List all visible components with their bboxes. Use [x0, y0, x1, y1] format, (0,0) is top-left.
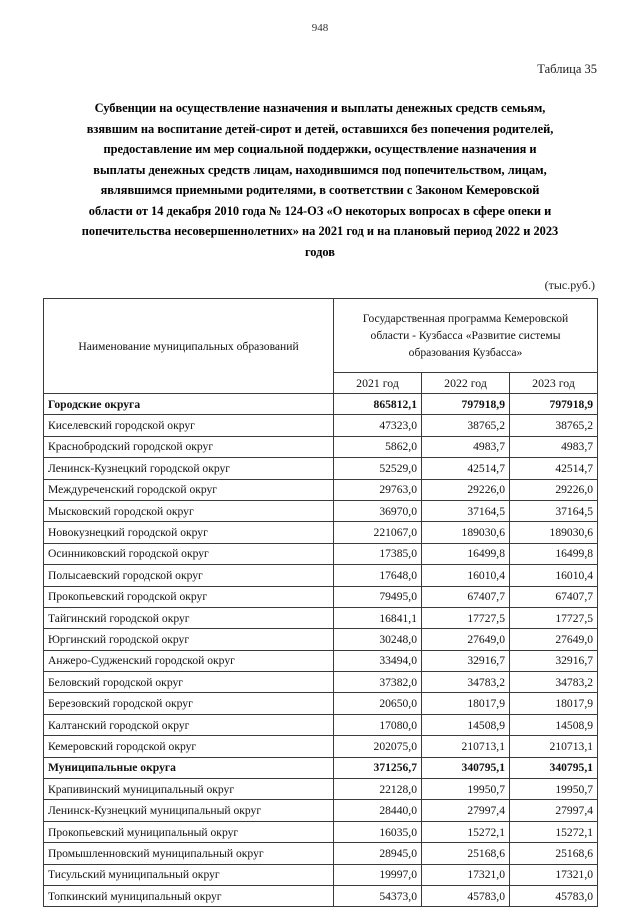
value-cell-2021: 16035,0	[334, 821, 422, 842]
value-cell-2022: 37164,5	[422, 500, 510, 521]
units-label: (тыс.руб.)	[544, 278, 595, 292]
table-row	[44, 436, 598, 457]
value-cell-2022: 15272,1	[422, 821, 510, 842]
value-cell-2023: 25168,6	[510, 843, 598, 864]
table-row	[44, 394, 598, 415]
municipality-name: Ленинск-Кузнецкий городской округ	[44, 458, 334, 479]
table-row	[44, 415, 598, 436]
header-year-2023: 2023 год	[510, 373, 598, 394]
municipality-name: Крапивинский муниципальный округ	[44, 779, 334, 800]
value-cell-2021: 47323,0	[334, 415, 422, 436]
municipality-name: Мысковский городской округ	[44, 500, 334, 521]
table-row	[44, 672, 598, 693]
table-row	[44, 586, 598, 607]
municipality-name: Калтанский городской округ	[44, 714, 334, 735]
value-cell-2022: 19950,7	[422, 779, 510, 800]
header-year-2021: 2021 год	[334, 373, 422, 394]
municipality-name: Междуреченский городской округ	[44, 479, 334, 500]
value-cell-2023: 17727,5	[510, 607, 598, 628]
value-cell-2023: 37164,5	[510, 500, 598, 521]
municipality-name: Тисульский муниципальный округ	[44, 864, 334, 885]
section-label: Муниципальные округа	[44, 757, 334, 778]
value-cell-2022: 17727,5	[422, 607, 510, 628]
value-cell-2022: 4983,7	[422, 436, 510, 457]
value-cell-2021: 28440,0	[334, 800, 422, 821]
value-cell-2021: 79495,0	[334, 586, 422, 607]
municipality-name: Прокопьевский муниципальный округ	[44, 821, 334, 842]
table-row	[44, 736, 598, 757]
table-header	[44, 299, 598, 394]
municipality-name: Юргинский городской округ	[44, 629, 334, 650]
value-cell-2021: 865812,1	[334, 394, 422, 415]
value-cell-2023: 340795,1	[510, 757, 598, 778]
value-cell-2022: 67407,7	[422, 586, 510, 607]
value-cell-2021: 371256,7	[334, 757, 422, 778]
value-cell-2022: 18017,9	[422, 693, 510, 714]
document-title-line: выплаты денежных средств лицам, находившимся под попечительством, лицам,	[93, 162, 547, 177]
value-cell-2021: 20650,0	[334, 693, 422, 714]
table-body	[44, 394, 598, 907]
municipality-name: Прокопьевский городской округ	[44, 586, 334, 607]
document-title-line: годов	[304, 244, 335, 259]
value-cell-2022: 34783,2	[422, 672, 510, 693]
value-cell-2023: 210713,1	[510, 736, 598, 757]
municipality-name: Березовский городской округ	[44, 693, 334, 714]
table-row	[44, 885, 598, 906]
table-label: Таблица 35	[537, 62, 597, 76]
table-row	[44, 714, 598, 735]
value-cell-2022: 32916,7	[422, 650, 510, 671]
value-cell-2021: 28945,0	[334, 843, 422, 864]
table-row	[44, 543, 598, 564]
value-cell-2022: 14508,9	[422, 714, 510, 735]
value-cell-2022: 25168,6	[422, 843, 510, 864]
value-cell-2023: 34783,2	[510, 672, 598, 693]
value-cell-2021: 16841,1	[334, 607, 422, 628]
value-cell-2023: 67407,7	[510, 586, 598, 607]
value-cell-2022: 16010,4	[422, 565, 510, 586]
value-cell-2021: 17080,0	[334, 714, 422, 735]
value-cell-2023: 189030,6	[510, 522, 598, 543]
header-program-line: области - Кузбасса «Развитие системы	[370, 329, 561, 342]
table-row	[44, 864, 598, 885]
table-row	[44, 500, 598, 521]
document-title-line: Субвенции на осуществление назначения и выплаты денежных средств семьям,	[94, 101, 546, 115]
value-cell-2021: 17385,0	[334, 543, 422, 564]
value-cell-2021: 19997,0	[334, 864, 422, 885]
value-cell-2023: 17321,0	[510, 864, 598, 885]
value-cell-2022: 45783,0	[422, 885, 510, 906]
document-title-line: взявшим на воспитание детей-сирот и детей, оставшихся без попечения родителей,	[86, 121, 554, 136]
value-cell-2023: 14508,9	[510, 714, 598, 735]
value-cell-2022: 210713,1	[422, 736, 510, 757]
value-cell-2021: 37382,0	[334, 672, 422, 693]
municipality-name: Киселевский городской округ	[44, 415, 334, 436]
page-number: 948	[311, 22, 329, 34]
municipality-name: Тайгинский городской округ	[44, 607, 334, 628]
header-program-line: образования Кузбасса»	[408, 346, 523, 359]
municipality-name: Краснобродский городской округ	[44, 436, 334, 457]
table-row	[44, 479, 598, 500]
header-name-column: Наименование муниципальных образований	[44, 299, 334, 394]
value-cell-2023: 18017,9	[510, 693, 598, 714]
value-cell-2021: 5862,0	[334, 436, 422, 457]
value-cell-2022: 340795,1	[422, 757, 510, 778]
value-cell-2022: 16499,8	[422, 543, 510, 564]
municipality-name: Полысаевский городской округ	[44, 565, 334, 586]
value-cell-2021: 202075,0	[334, 736, 422, 757]
value-cell-2023: 15272,1	[510, 821, 598, 842]
municipality-name: Топкинский муниципальный округ	[44, 885, 334, 906]
value-cell-2023: 16499,8	[510, 543, 598, 564]
municipality-name: Ленинск-Кузнецкий муниципальный округ	[44, 800, 334, 821]
municipality-name: Новокузнецкий городской округ	[44, 522, 334, 543]
municipality-name: Промышленновский муниципальный округ	[44, 843, 334, 864]
section-label: Городские округа	[44, 394, 334, 415]
table-row	[44, 565, 598, 586]
table-row	[44, 607, 598, 628]
value-cell-2023: 38765,2	[510, 415, 598, 436]
value-cell-2023: 29226,0	[510, 479, 598, 500]
value-cell-2022: 17321,0	[422, 864, 510, 885]
value-cell-2021: 22128,0	[334, 779, 422, 800]
table-row	[44, 843, 598, 864]
value-cell-2023: 42514,7	[510, 458, 598, 479]
value-cell-2022: 797918,9	[422, 394, 510, 415]
subventions-table	[43, 298, 598, 907]
table-row	[44, 650, 598, 671]
value-cell-2022: 38765,2	[422, 415, 510, 436]
table-row	[44, 800, 598, 821]
value-cell-2021: 52529,0	[334, 458, 422, 479]
table-row	[44, 821, 598, 842]
table-row	[44, 693, 598, 714]
value-cell-2021: 33494,0	[334, 650, 422, 671]
value-cell-2021: 36970,0	[334, 500, 422, 521]
value-cell-2023: 4983,7	[510, 436, 598, 457]
header-year-2022: 2022 год	[422, 373, 510, 394]
value-cell-2021: 54373,0	[334, 885, 422, 906]
header-program-column	[334, 299, 598, 373]
value-cell-2023: 32916,7	[510, 650, 598, 671]
value-cell-2023: 797918,9	[510, 394, 598, 415]
table-row	[44, 629, 598, 650]
municipality-name: Анжеро-Судженский городской округ	[44, 650, 334, 671]
document-title	[46, 98, 594, 262]
municipality-name: Беловский городской округ	[44, 672, 334, 693]
value-cell-2023: 27997,4	[510, 800, 598, 821]
value-cell-2021: 221067,0	[334, 522, 422, 543]
value-cell-2021: 17648,0	[334, 565, 422, 586]
table-row	[44, 779, 598, 800]
value-cell-2023: 19950,7	[510, 779, 598, 800]
table-row	[44, 757, 598, 778]
table-row	[44, 458, 598, 479]
municipality-name: Осинниковский городской округ	[44, 543, 334, 564]
value-cell-2022: 27649,0	[422, 629, 510, 650]
municipality-name: Кемеровский городской округ	[44, 736, 334, 757]
value-cell-2021: 29763,0	[334, 479, 422, 500]
value-cell-2022: 27997,4	[422, 800, 510, 821]
value-cell-2023: 16010,4	[510, 565, 598, 586]
value-cell-2023: 45783,0	[510, 885, 598, 906]
value-cell-2022: 42514,7	[422, 458, 510, 479]
value-cell-2021: 30248,0	[334, 629, 422, 650]
document-title-line: области от 14 декабря 2010 года № 124-ОЗ «О некоторых вопросах в сфере опеки и	[88, 203, 552, 218]
header-program-line: Государственная программа Кемеровской	[362, 312, 569, 325]
document-title-line: попечительства несовершеннолетних» на 2021 год и на плановый период 2022 и 2023	[81, 224, 559, 238]
value-cell-2022: 29226,0	[422, 479, 510, 500]
document-title-line: предоставление им мер социальной поддержки, осуществление назначения и	[103, 142, 537, 156]
value-cell-2022: 189030,6	[422, 522, 510, 543]
table-row	[44, 522, 598, 543]
value-cell-2023: 27649,0	[510, 629, 598, 650]
document-title-line: являвшимся приемными родителями, в соответствии с Законом Кемеровской	[100, 183, 540, 197]
